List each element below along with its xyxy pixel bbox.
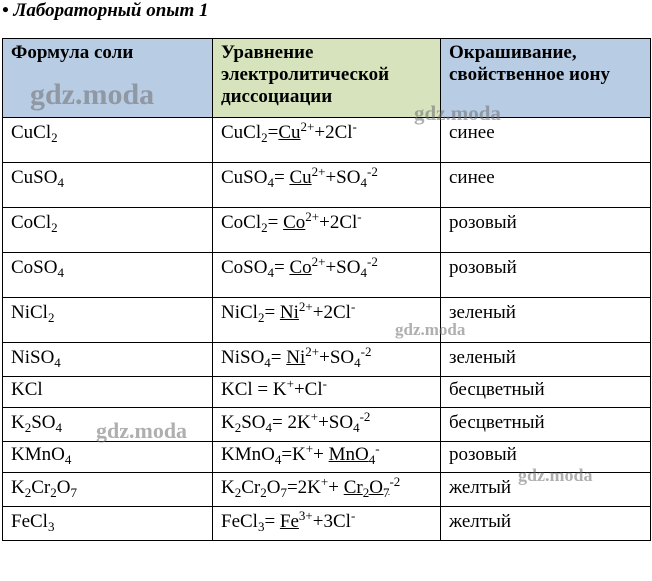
watermark: gdz.moda — [30, 78, 155, 111]
cell-color: желтый — [441, 507, 651, 541]
table-row — [3, 343, 651, 377]
cell-formula: CuCl$_2$ — [3, 118, 213, 163]
cell-formula: FeCl$_3$ — [3, 507, 213, 541]
cell-color: бесцветный — [441, 377, 651, 408]
header-equation: Уравнение электролитической диссоциации — [213, 39, 441, 118]
watermark: gdz.moda — [395, 320, 466, 339]
table-row — [3, 118, 651, 163]
table-row — [3, 377, 651, 408]
table-row — [3, 298, 651, 343]
cell-equation: KMnO$_4$=K++ MnO$_4$- — [213, 442, 441, 473]
cell-color: желтый — [441, 473, 651, 507]
header-formula: Формула соли — [3, 39, 213, 118]
table-row — [3, 507, 651, 541]
cell-color: розовый — [441, 442, 651, 473]
header-color: Окрашивание, свойственное иону — [441, 39, 651, 118]
cell-equation: $CuCl_2=Cu^{2+}+2Cl^-$ — [213, 118, 441, 163]
table-row — [3, 253, 651, 298]
cell-color: зеленый — [441, 298, 651, 343]
cell-equation: $K_2Cr_2O_7=2K^++ Cr_2O_7^{-2}$ — [213, 473, 441, 507]
cell-formula: CuSO$_4$ — [3, 163, 213, 208]
watermark: gdz.moda — [414, 101, 501, 125]
cell-formula: $K_2Cr_2O_7$ — [3, 473, 213, 507]
table-row — [3, 473, 651, 507]
table-row — [3, 408, 651, 442]
salts-table — [2, 38, 651, 541]
cell-color: синее — [441, 118, 651, 163]
cell-formula: KMnO$_4$ — [3, 442, 213, 473]
watermark: gdz.moda — [96, 418, 188, 443]
cell-color: зеленый — [441, 343, 651, 377]
cell-color: синее — [441, 163, 651, 208]
cell-color: розовый — [441, 208, 651, 253]
table-header-row — [3, 39, 651, 118]
cell-equation: NiCl$_2$= $Ni^{2+}+2Cl^-$ — [213, 298, 441, 343]
table-row — [3, 208, 651, 253]
cell-equation: FeCl$_3$= $Fe^{3+}+3Cl^-$ — [213, 507, 441, 541]
cell-equation: CuSO$_4$= $Cu^{2+}+SO_4^{-2}$ — [213, 163, 441, 208]
page-heading: • Лабораторный опыт 1 — [2, 0, 209, 21]
cell-equation: NiSO$_4$= $Ni^{2+}+SO_4^{-2}$ — [213, 343, 441, 377]
cell-formula: $K_2SO_4$ — [3, 408, 213, 442]
cell-formula: CoCl$_2$ — [3, 208, 213, 253]
cell-color: бесцветный — [441, 408, 651, 442]
cell-formula: NiSO$_4$ — [3, 343, 213, 377]
table-row — [3, 442, 651, 473]
cell-formula: CoSO$_4$ — [3, 253, 213, 298]
cell-equation: CoCl$_2$= $Co^{2+}+2Cl^-$ — [213, 208, 441, 253]
cell-equation: KCl = K++Cl- — [213, 377, 441, 408]
watermark: gdz.moda — [518, 465, 593, 485]
cell-formula: NiCl$_2$ — [3, 298, 213, 343]
cell-equation: $K_2SO_4= 2K^++SO_4^{-2}$ — [213, 408, 441, 442]
table-row — [3, 163, 651, 208]
cell-color: розовый — [441, 253, 651, 298]
cell-formula: KCl — [3, 377, 213, 408]
cell-equation: CoSO$_4$= $Co^{2+}+SO_4^{-2}$ — [213, 253, 441, 298]
